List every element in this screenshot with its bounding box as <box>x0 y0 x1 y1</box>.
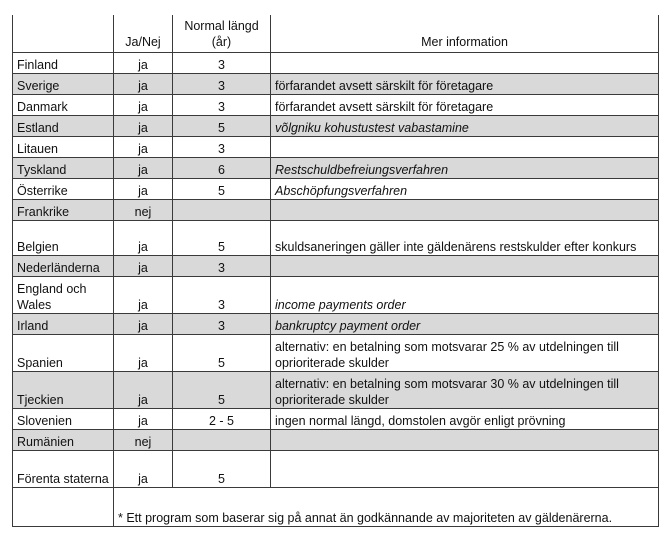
country-cell: Spanien <box>13 334 114 371</box>
country-cell: Nederländerna <box>13 255 114 276</box>
yes-no-cell: ja <box>114 115 173 136</box>
country-cell: Österrike <box>13 178 114 199</box>
footnote: * Ett program som baserar sig på annat än godkännande av majoriteten av gäldenärerna. <box>114 487 659 526</box>
length-cell: 2 - 5 <box>173 408 271 429</box>
header-country <box>13 15 114 52</box>
info-cell <box>271 52 659 73</box>
yes-no-cell: ja <box>114 255 173 276</box>
yes-no-cell: ja <box>114 334 173 371</box>
country-cell: Frankrike <box>13 199 114 220</box>
country-cell: Irland <box>13 313 114 334</box>
table-row <box>13 220 659 255</box>
country-cell: Belgien <box>13 220 114 255</box>
table-row <box>13 450 659 487</box>
info-cell: bankruptcy payment order <box>271 313 659 334</box>
table-row <box>13 115 659 136</box>
length-cell: 5 <box>173 220 271 255</box>
yes-no-cell: ja <box>114 73 173 94</box>
yes-no-cell: ja <box>114 276 173 313</box>
length-cell: 3 <box>173 136 271 157</box>
table-row <box>13 94 659 115</box>
info-cell: võlgniku kohustustest vabastamine <box>271 115 659 136</box>
length-cell: 3 <box>173 73 271 94</box>
info-cell: förfarandet avsett särskilt för företagare <box>271 94 659 115</box>
yes-no-cell: ja <box>114 313 173 334</box>
length-cell <box>173 199 271 220</box>
table-row <box>13 408 659 429</box>
table-row <box>13 276 659 313</box>
country-cell: Slovenien <box>13 408 114 429</box>
table-row <box>13 73 659 94</box>
info-cell <box>271 450 659 487</box>
footnote-spacer <box>13 487 114 526</box>
table-row <box>13 199 659 220</box>
info-cell <box>271 199 659 220</box>
length-cell: 3 <box>173 313 271 334</box>
info-cell <box>271 136 659 157</box>
header-normal-length: Normal längd (år) <box>173 15 271 52</box>
length-cell <box>173 429 271 450</box>
length-cell: 5 <box>173 115 271 136</box>
yes-no-cell: ja <box>114 220 173 255</box>
yes-no-cell: ja <box>114 371 173 408</box>
yes-no-cell: ja <box>114 178 173 199</box>
length-cell: 3 <box>173 255 271 276</box>
length-cell: 3 <box>173 94 271 115</box>
yes-no-cell: ja <box>114 94 173 115</box>
table-row <box>13 371 659 408</box>
table-row <box>13 178 659 199</box>
info-cell: Restschuldbefreiungsverfahren <box>271 157 659 178</box>
length-cell: 3 <box>173 276 271 313</box>
length-cell: 6 <box>173 157 271 178</box>
length-cell: 3 <box>173 52 271 73</box>
yes-no-cell: nej <box>114 429 173 450</box>
info-cell: skuldsaneringen gäller inte gäldenärens restskulder efter konkurs <box>271 220 659 255</box>
country-cell: England och Wales <box>13 276 114 313</box>
yes-no-cell: nej <box>114 199 173 220</box>
yes-no-cell: ja <box>114 408 173 429</box>
info-cell <box>271 255 659 276</box>
table-row <box>13 157 659 178</box>
country-cell: Sverige <box>13 73 114 94</box>
country-cell: Rumänien <box>13 429 114 450</box>
info-cell: income payments order <box>271 276 659 313</box>
table-row <box>13 429 659 450</box>
length-cell: 5 <box>173 178 271 199</box>
debt-relief-comparison-table <box>12 15 659 527</box>
table-row <box>13 255 659 276</box>
yes-no-cell: ja <box>114 52 173 73</box>
header-yes-no: Ja/Nej <box>114 15 173 52</box>
country-cell: Litauen <box>13 136 114 157</box>
country-cell: Tyskland <box>13 157 114 178</box>
length-cell: 5 <box>173 371 271 408</box>
table-row <box>13 52 659 73</box>
info-cell: ingen normal längd, domstolen avgör enligt prövning <box>271 408 659 429</box>
yes-no-cell: ja <box>114 136 173 157</box>
length-cell: 5 <box>173 334 271 371</box>
header-more-info: Mer information <box>271 15 659 52</box>
country-cell: Estland <box>13 115 114 136</box>
country-cell: Tjeckien <box>13 371 114 408</box>
length-cell: 5 <box>173 450 271 487</box>
country-cell: Förenta staterna <box>13 450 114 487</box>
table-row <box>13 313 659 334</box>
yes-no-cell: ja <box>114 157 173 178</box>
country-cell: Danmark <box>13 94 114 115</box>
info-cell: alternativ: en betalning som motsvarar 30 % av utdelningen till oprioriterade skulder <box>271 371 659 408</box>
footnote-row <box>13 487 659 526</box>
yes-no-cell: ja <box>114 450 173 487</box>
table-row <box>13 136 659 157</box>
info-cell: Abschöpfungsverfahren <box>271 178 659 199</box>
table-row <box>13 334 659 371</box>
country-cell: Finland <box>13 52 114 73</box>
info-cell: förfarandet avsett särskilt för företagare <box>271 73 659 94</box>
info-cell <box>271 429 659 450</box>
info-cell: alternativ: en betalning som motsvarar 25 % av utdelningen till oprioriterade skulder <box>271 334 659 371</box>
